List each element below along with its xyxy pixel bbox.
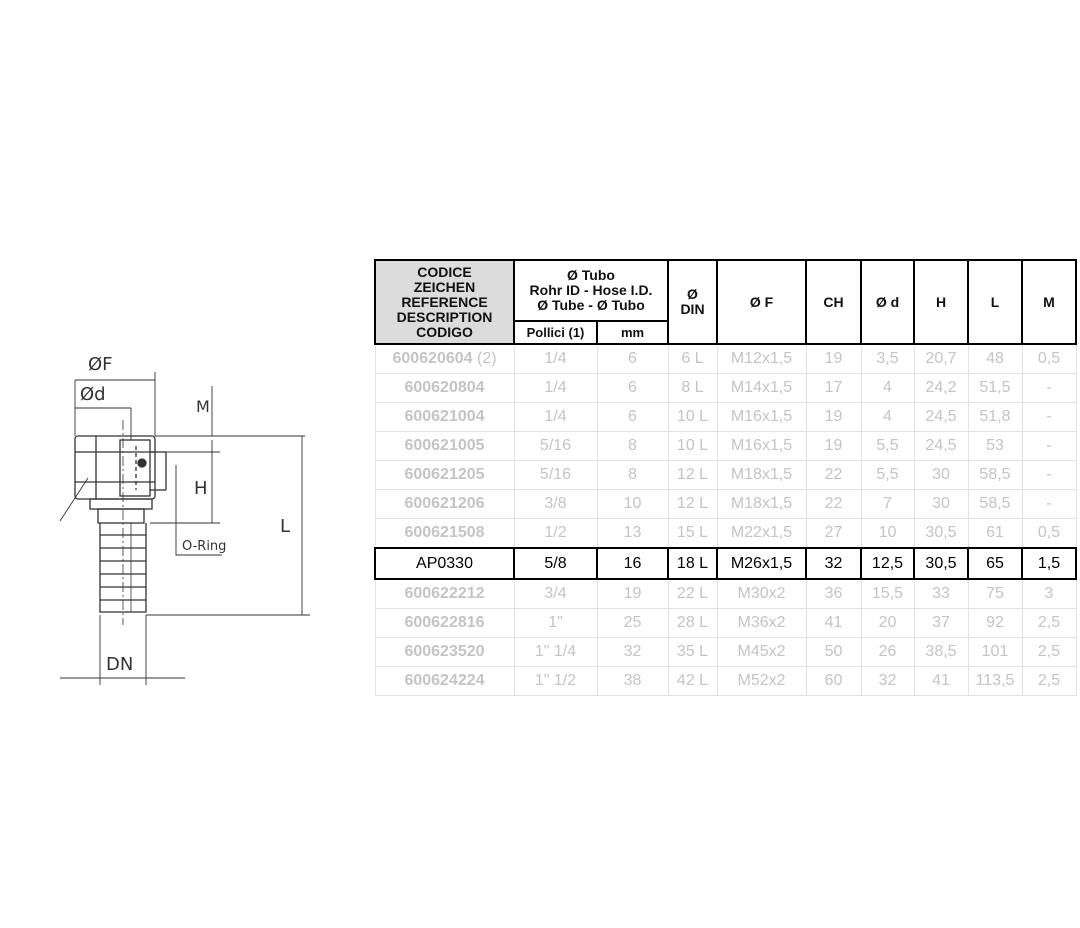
tube-header-line: Ø Tube - Ø Tubo — [537, 297, 645, 314]
l-cell: 61 — [968, 519, 1022, 549]
h-column-header: H — [914, 260, 968, 344]
code-cell — [375, 519, 514, 549]
ch-cell: 50 — [806, 638, 861, 667]
table-row — [375, 461, 1076, 490]
pollici-cell: 1" 1/2 — [514, 667, 597, 696]
f-cell: M26x1,5 — [717, 548, 806, 579]
pollici-column-header: Pollici (1) — [514, 321, 597, 344]
h-cell: 24,5 — [914, 432, 968, 461]
m-dimension-label: M — [196, 397, 210, 416]
code-value: 600621508 — [404, 524, 485, 541]
din-cell: 28 L — [668, 609, 717, 638]
code-value: AP0330 — [416, 554, 473, 572]
f-cell: M16x1,5 — [717, 403, 806, 432]
f-cell: M18x1,5 — [717, 490, 806, 519]
h-cell: 38,5 — [914, 638, 968, 667]
code-value: 600622212 — [404, 585, 485, 602]
din-cell: 10 L — [668, 432, 717, 461]
d-cell: 32 — [861, 667, 914, 696]
h-cell: 24,2 — [914, 374, 968, 403]
code-value: 600620604 — [392, 350, 473, 367]
code-column-header — [375, 260, 514, 344]
ch-cell: 19 — [806, 403, 861, 432]
pollici-cell: 5/8 — [514, 548, 597, 579]
table-row — [375, 667, 1076, 696]
code-value: 600621205 — [404, 466, 485, 483]
table-row — [375, 579, 1076, 609]
h-cell: 30,5 — [914, 519, 968, 549]
d-cell: 26 — [861, 638, 914, 667]
d-cell: 5,5 — [861, 461, 914, 490]
code-cell — [375, 548, 514, 579]
din-header-line: Ø — [687, 286, 698, 302]
f-cell: M14x1,5 — [717, 374, 806, 403]
mm-cell: 25 — [597, 609, 668, 638]
l-cell: 53 — [968, 432, 1022, 461]
f-cell: M52x2 — [717, 667, 806, 696]
f-cell: M45x2 — [717, 638, 806, 667]
m-cell: 2,5 — [1022, 638, 1076, 667]
d-cell: 10 — [861, 519, 914, 549]
f-cell: M36x2 — [717, 609, 806, 638]
code-cell — [375, 667, 514, 696]
h-cell: 30 — [914, 461, 968, 490]
m-cell: 1,5 — [1022, 548, 1076, 579]
din-cell: 42 L — [668, 667, 717, 696]
din-cell: 35 L — [668, 638, 717, 667]
pollici-cell: 1/4 — [514, 344, 597, 374]
code-header-line: ZEICHEN — [413, 278, 476, 295]
d-cell: 3,5 — [861, 344, 914, 374]
mm-column-header: mm — [597, 321, 668, 344]
mm-cell: 8 — [597, 432, 668, 461]
fitting-technical-drawing — [0, 0, 360, 928]
din-cell: 8 L — [668, 374, 717, 403]
m-cell: - — [1022, 490, 1076, 519]
h-cell: 20,7 — [914, 344, 968, 374]
table-row — [375, 344, 1076, 374]
din-cell: 6 L — [668, 344, 717, 374]
code-cell — [375, 638, 514, 667]
m-cell: - — [1022, 432, 1076, 461]
tube-header-line: Rohr ID - Hose I.D. — [529, 282, 653, 299]
ch-cell: 27 — [806, 519, 861, 549]
code-cell — [375, 490, 514, 519]
code-header-line: CODIGO — [416, 323, 473, 340]
l-cell: 48 — [968, 344, 1022, 374]
l-cell: 51,5 — [968, 374, 1022, 403]
pollici-cell: 3/8 — [514, 490, 597, 519]
mm-cell: 16 — [597, 548, 668, 579]
m-cell: 3 — [1022, 579, 1076, 609]
mm-cell: 32 — [597, 638, 668, 667]
h-cell: 24,5 — [914, 403, 968, 432]
code-header-line: CODICE — [417, 263, 472, 280]
h-cell: 41 — [914, 667, 968, 696]
tube-column-header — [514, 260, 668, 321]
pollici-cell: 1" 1/4 — [514, 638, 597, 667]
code-cell — [375, 432, 514, 461]
f-cell: M16x1,5 — [717, 432, 806, 461]
o-ring-shape — [138, 459, 146, 467]
table-row — [375, 490, 1076, 519]
code-value: 600623520 — [404, 643, 485, 660]
d-cell: 12,5 — [861, 548, 914, 579]
h-cell: 30,5 — [914, 548, 968, 579]
d-cell: 20 — [861, 609, 914, 638]
h-dimension-label: H — [194, 478, 208, 499]
l-cell: 58,5 — [968, 490, 1022, 519]
table-row — [375, 609, 1076, 638]
code-value: 600621005 — [404, 437, 485, 454]
pollici-cell: 1" — [514, 609, 597, 638]
m-column-header: M — [1022, 260, 1076, 344]
code-cell — [375, 374, 514, 403]
ch-cell: 19 — [806, 432, 861, 461]
f-cell: M12x1,5 — [717, 344, 806, 374]
f-column-header: Ø F — [717, 260, 806, 344]
mm-cell: 6 — [597, 344, 668, 374]
din-cell: 15 L — [668, 519, 717, 549]
m-cell: - — [1022, 374, 1076, 403]
d-cell: 5,5 — [861, 432, 914, 461]
code-value: 600621206 — [404, 495, 485, 512]
o-ring-label: O-Ring — [182, 539, 227, 554]
pollici-cell: 1/2 — [514, 519, 597, 549]
h-cell: 33 — [914, 579, 968, 609]
mm-cell: 6 — [597, 403, 668, 432]
l-cell: 75 — [968, 579, 1022, 609]
code-value: 600622816 — [404, 614, 485, 631]
l-dimension-label: L — [280, 516, 291, 537]
fitting-spec-table — [374, 259, 1077, 696]
ch-cell: 17 — [806, 374, 861, 403]
code-header-line: REFERENCE — [401, 293, 488, 310]
ch-cell: 36 — [806, 579, 861, 609]
din-cell: 12 L — [668, 461, 717, 490]
m-cell: - — [1022, 461, 1076, 490]
code-cell — [375, 403, 514, 432]
l-cell: 51,8 — [968, 403, 1022, 432]
ch-cell: 22 — [806, 490, 861, 519]
code-cell — [375, 461, 514, 490]
d-cell: 4 — [861, 403, 914, 432]
mm-cell: 13 — [597, 519, 668, 549]
table-row — [375, 638, 1076, 667]
mm-cell: 19 — [597, 579, 668, 609]
code-cell — [375, 344, 514, 374]
din-cell: 18 L — [668, 548, 717, 579]
phi-f-dimension-label: ØF — [88, 354, 113, 375]
d-column-header: Ø d — [861, 260, 914, 344]
code-value: 600624224 — [404, 672, 485, 689]
l-column-header: L — [968, 260, 1022, 344]
pollici-cell: 5/16 — [514, 432, 597, 461]
table-row — [375, 374, 1076, 403]
m-cell: 2,5 — [1022, 609, 1076, 638]
ch-cell: 60 — [806, 667, 861, 696]
m-cell: 0,5 — [1022, 519, 1076, 549]
code-value: 600620804 — [404, 379, 485, 396]
m-cell: - — [1022, 403, 1076, 432]
mm-cell: 38 — [597, 667, 668, 696]
ch-cell: 19 — [806, 344, 861, 374]
code-cell — [375, 579, 514, 609]
din-column-header — [668, 260, 717, 344]
din-cell: 10 L — [668, 403, 717, 432]
table-row — [375, 432, 1076, 461]
f-cell: M18x1,5 — [717, 461, 806, 490]
f-cell: M22x1,5 — [717, 519, 806, 549]
f-cell: M30x2 — [717, 579, 806, 609]
m-cell: 0,5 — [1022, 344, 1076, 374]
table-row-selected — [375, 548, 1076, 579]
pollici-cell: 3/4 — [514, 579, 597, 609]
l-cell: 58,5 — [968, 461, 1022, 490]
table-row — [375, 403, 1076, 432]
din-cell: 22 L — [668, 579, 717, 609]
pollici-cell: 5/16 — [514, 461, 597, 490]
l-cell: 113,5 — [968, 667, 1022, 696]
pollici-cell: 1/4 — [514, 403, 597, 432]
pollici-cell: 1/4 — [514, 374, 597, 403]
ch-cell: 41 — [806, 609, 861, 638]
ch-cell: 32 — [806, 548, 861, 579]
l-cell: 92 — [968, 609, 1022, 638]
mm-cell: 6 — [597, 374, 668, 403]
h-cell: 37 — [914, 609, 968, 638]
m-cell: 2,5 — [1022, 667, 1076, 696]
din-cell: 12 L — [668, 490, 717, 519]
l-cell: 65 — [968, 548, 1022, 579]
code-note: (2) — [472, 350, 497, 367]
code-header-line: DESCRIPTION — [396, 308, 493, 325]
mm-cell: 8 — [597, 461, 668, 490]
tube-header-line: Ø Tubo — [567, 267, 615, 284]
d-cell: 4 — [861, 374, 914, 403]
h-cell: 30 — [914, 490, 968, 519]
d-cell: 15,5 — [861, 579, 914, 609]
phi-d-dimension-label: Ød — [80, 384, 106, 405]
table-row — [375, 519, 1076, 549]
l-cell: 101 — [968, 638, 1022, 667]
ch-column-header: CH — [806, 260, 861, 344]
code-cell — [375, 609, 514, 638]
mm-cell: 10 — [597, 490, 668, 519]
spec-table-body — [375, 344, 1076, 696]
dn-dimension-label: DN — [106, 654, 134, 675]
din-header-line: DIN — [680, 301, 705, 317]
d-cell: 7 — [861, 490, 914, 519]
ch-cell: 22 — [806, 461, 861, 490]
code-value: 600621004 — [404, 408, 485, 425]
